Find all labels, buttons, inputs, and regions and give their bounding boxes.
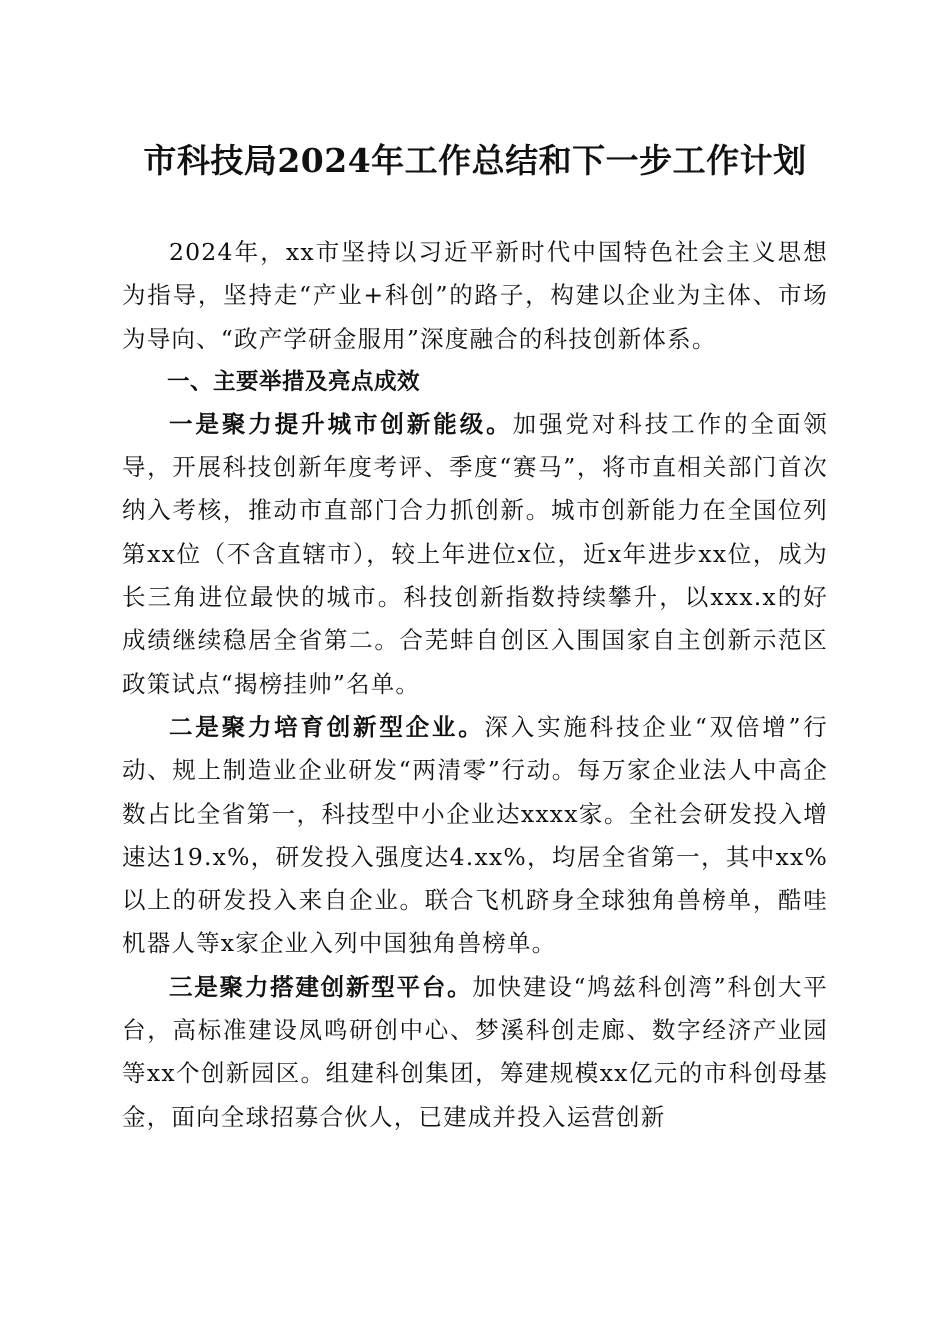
paragraph-1 <box>122 403 828 706</box>
paragraph-2-lead: 二是聚力培育创新型企业。 <box>169 712 485 741</box>
section-heading: 一、主要举措及亮点成效 <box>167 368 421 395</box>
paragraph-3 <box>122 966 828 1139</box>
paragraph-1-lead: 一是聚力提升城市创新能级。 <box>169 409 513 438</box>
paragraph-3-text: 加快建设“鸠兹科创湾”科创大平台，高标准建设凤鸣研创中心、梦溪科创走廊、数字经济产业园等xx个创新园区。组建科创集团，筹建规模xx亿元的市科创母基金，面向全球招募合伙人，已建成并投入运营创新 <box>122 972 828 1131</box>
document-title: 市科技局2024年工作总结和下一步工作计划 <box>143 141 807 180</box>
paragraph-2 <box>122 706 828 966</box>
paragraph-3-lead: 三是聚力搭建创新型平台。 <box>169 972 473 1001</box>
paragraph-1-text: 加强党对科技工作的全面领导，开展科技创新年度考评、季度“赛马”，将市直相关部门首次纳入考核，推动市直部门合力抓创新。城市创新能力在全国位列第xx位（不含直辖市），较上年进位x位，近x年进步xx位，成为长三角进位最快的城市。科技创新指数持续攀升，以xxx.x的好成绩继续稳居全省第二。合芜蚌自创区入围国家自主创新示范区政策试点“揭榜挂帅”名单。 <box>122 409 828 698</box>
paragraph-2-text: 深入实施科技企业“双倍增”行动、规上制造业企业研发“两清零”行动。每万家企业法人中高企数占比全省第一，科技型中小企业达xxxx家。全社会研发投入增速达19.x%，研发投入强度达4.xx%，均居全省第一，其中xx%以上的研发投入来自企业。联合飞机跻身全球独角兽榜单，酷哇机器人等x家企业入列中国独角兽榜单。 <box>122 712 829 958</box>
intro-paragraph: 2024年，xx市坚持以习近平新时代中国特色社会主义思想为指导，坚持走“产业+科创”的路子，构建以企业为主体、市场为导向、“政产学研金服用”深度融合的科技创新体系。 <box>122 238 828 353</box>
document-body <box>122 231 828 1139</box>
